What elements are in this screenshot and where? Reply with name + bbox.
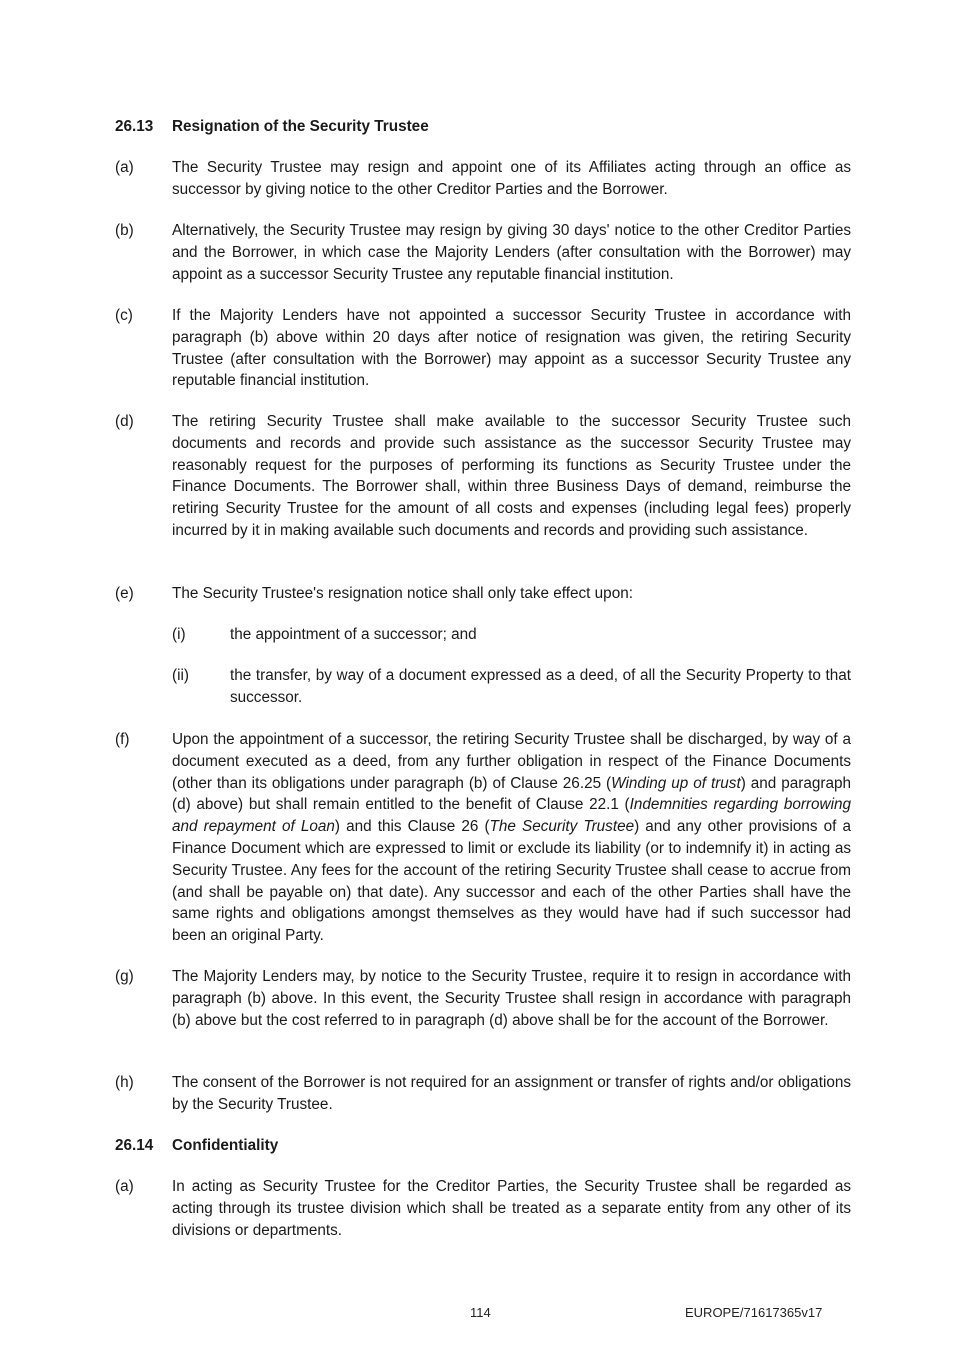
paragraph-b <box>115 220 851 285</box>
paragraph-text: The Security Trustee's resignation notice shall only take effect upon: <box>172 585 633 602</box>
paragraph-d <box>115 411 851 542</box>
paragraph-h <box>115 1072 851 1116</box>
paragraph-text: The consent of the Borrower is not required for an assignment or transfer of rights and/or obligations by the Security Trustee. <box>172 1074 851 1113</box>
paragraph-text: In acting as Security Trustee for the Creditor Parties, the Security Trustee shall be regarded as acting through its trustee division which shall be treated as a separate entity from any other of its divisions or departments. <box>172 1178 851 1239</box>
paragraph-label: (a) <box>115 1178 134 1195</box>
paragraph-f <box>115 729 851 947</box>
subparagraph-e-i <box>172 624 851 646</box>
paragraph-text: Alternatively, the Security Trustee may resign by giving 30 days' notice to the other Creditor Parties and the Borrower, in which case the Majority Lenders (after consultation with the Borrower) may appoint as a successor Security Trustee any reputable financial institution. <box>172 222 851 283</box>
paragraph-label: (g) <box>115 968 134 985</box>
paragraph-label: (f) <box>115 731 130 748</box>
paragraph-label: (a) <box>115 159 134 176</box>
paragraph-label: (d) <box>115 413 134 430</box>
paragraph-text <box>172 729 851 947</box>
paragraph-c <box>115 305 851 392</box>
paragraph-g <box>115 966 851 1031</box>
section-title: Confidentiality <box>172 1137 279 1154</box>
subparagraph-label: (i) <box>172 626 186 643</box>
paragraph-text: The Majority Lenders may, by notice to the Security Trustee, require it to resign in accordance with paragraph (b) above. In this event, the Security Trustee shall resign in accordance with paragraph (b) above but the cost referred to in paragraph (d) above shall be for the account of the Borrower. <box>172 968 851 1029</box>
document-reference: EUROPE/71617365v17 <box>685 1305 823 1320</box>
clause-reference-title: The Security Trustee <box>489 818 635 836</box>
text-run: Upon the appointment of a successor, the retiring Security Trustee shall be discharged, by way of a document executed as a deed, from any further obligation in respect of the Finance Documents (other than its obligations under paragraph (b) of Clause 26.25 ( <box>172 731 851 792</box>
section-title: Resignation of the Security Trustee <box>172 118 429 135</box>
paragraph-label: (e) <box>115 585 134 602</box>
section-heading-26-14 <box>115 1135 278 1157</box>
paragraph-text: The retiring Security Trustee shall make available to the successor Security Trustee such documents and records and provide such assistance as the successor Security Trustee may reasonably request for the purposes of performing its functions as Security Trustee under the Finance Documents. The Borrower shall, within three Business Days of demand, reimburse the retiring Security Trustee for the amount of all costs and expenses (including legal fees) properly incurred by it in making available such documents and records and providing such assistance. <box>172 413 851 539</box>
section-number: 26.13 <box>115 118 154 135</box>
paragraph-e <box>115 583 851 605</box>
paragraph-confidentiality-a <box>115 1176 851 1241</box>
clause-reference-title: Winding up of trust <box>611 774 741 792</box>
text-run: ) and this Clause 26 ( <box>334 818 490 836</box>
text-run: ) and any other provisions of a Finance Document which are expressed to limit or exclude its liability (or to indemnify it) in acting as Security Trustee. Any fees for the account of the retiring Security Trustee shall cease to accrue from (and shall be payable on) that date). Any successor and each of the other Parties shall have the same rights and obligations amongst themselves as they would have had if such successor had been an original Party. <box>172 818 851 945</box>
subparagraph-e-ii <box>172 665 851 709</box>
paragraph-label: (c) <box>115 307 133 324</box>
paragraph-a <box>115 157 851 201</box>
paragraph-text: If the Majority Lenders have not appointed a successor Security Trustee in accordance with paragraph (b) above within 20 days after notice of resignation was given, the retiring Security Trustee (after consultation with the Borrower) may appoint as a successor Security Trustee any reputable financial institution. <box>172 307 851 390</box>
subparagraph-label: (ii) <box>172 667 189 684</box>
paragraph-text: The Security Trustee may resign and appoint one of its Affiliates acting through an office as successor by giving notice to the other Creditor Parties and the Borrower. <box>172 159 851 198</box>
paragraph-label: (h) <box>115 1074 134 1091</box>
subparagraph-text: the transfer, by way of a document expressed as a deed, of all the Security Property to that successor. <box>230 667 851 706</box>
paragraph-label: (b) <box>115 222 134 239</box>
section-number: 26.14 <box>115 1137 154 1154</box>
text-run: ) and paragraph (d) above) but shall remain entitled to the benefit of Clause 22.1 ( <box>172 774 851 814</box>
page-number: 114 <box>470 1305 491 1320</box>
clause-reference-title: Indemnities regarding borrowing and repayment of Loan <box>172 796 851 836</box>
section-heading-26-13 <box>115 116 429 138</box>
subparagraph-text: the appointment of a successor; and <box>230 626 477 643</box>
